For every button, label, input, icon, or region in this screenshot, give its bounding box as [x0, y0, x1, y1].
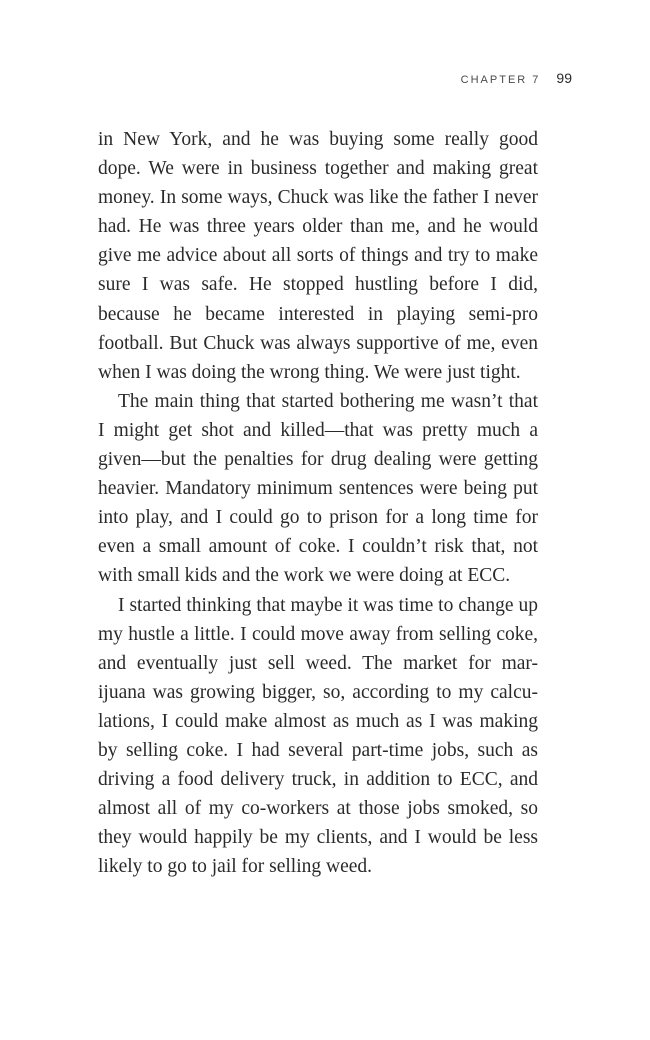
paragraph-3: I started thinking that maybe it was time to change up my hustle a little. I could move away from selling coke, and eventually just sell weed. The market for mar-ijuana was growing bigger, so, according to my calcu-lations, I could make almost as much as I was making by selling coke. I had several part-time jobs, such as driving a food delivery truck, in addition to ECC, and almost all of my co-workers at those jobs smoked, so they would happily be my clients, and I would be less likely to go to jail for selling weed.	[98, 594, 538, 878]
paragraph-2: The main thing that started bothering me wasn’t that I might get shot and killed—that was pretty much a given—but the penalties for drug dealing were getting heavier. Mandatory minimum sentences were being put into play, and I could go to prison for a long time for even a small amount of coke. I couldn’t risk that, not with small kids and the work we were doing at ECC.	[98, 390, 538, 587]
chapter-label: CHAPTER 7	[460, 74, 541, 86]
paragraph-1: in New York, and he was buying some really good dope. We were in business together and making great money. In some ways, Chuck was like the father I never had. He was three years older than me, and he would give me advice about all sorts of things and try to make sure I was safe. He stopped hustling before I did, because he became interested in playing semi-pro football. But Chuck was always supportive of me, even when I was doing the wrong thing. We were just tight.	[98, 129, 538, 383]
running-head	[461, 70, 572, 86]
page-number: 99	[556, 70, 572, 86]
body-text	[98, 125, 538, 881]
